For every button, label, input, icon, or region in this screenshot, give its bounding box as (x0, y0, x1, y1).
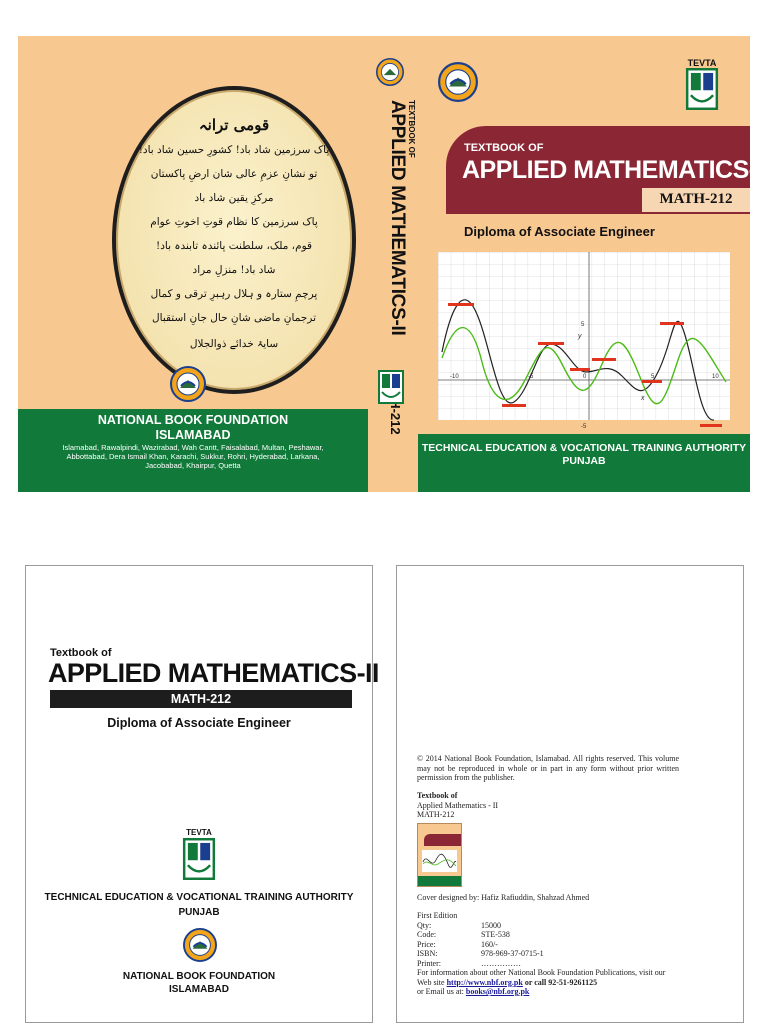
detail-value: 15000 (481, 920, 501, 930)
detail-key: ISBN: (417, 949, 438, 958)
anthem-line: پاک سرزمین شاد باد! کشورِ حسین شاد باد! (138, 144, 330, 156)
website-line (417, 978, 707, 988)
front-code: MATH-212 (659, 191, 733, 207)
graph-x-label: x (641, 395, 645, 402)
graph-tick-label: 0 (583, 374, 587, 380)
publisher-name-line2: ISLAMABAD (155, 428, 231, 442)
info-line: For information about other National Book Foundation Publications, visit our (417, 968, 666, 977)
graph-grid (438, 252, 730, 420)
email-line (417, 987, 707, 997)
thumbnail-green-band (418, 876, 461, 886)
edition-details (417, 911, 679, 968)
anthem-line: تو نشانِ عزمِ عالی شان ارضِ پاکستان (150, 168, 318, 180)
graph-marker (570, 368, 590, 371)
anthem-line: شاد باد! منزلِ مراد (192, 264, 276, 276)
nbf-logo-icon (376, 58, 404, 86)
detail-row (417, 921, 679, 931)
book-cover-spread (18, 36, 770, 492)
authority-name-line1: TECHNICAL EDUCATION & VOCATIONAL TRAINING AUTHORITY (421, 442, 747, 454)
front-small-label: TEXTBOOK OF (464, 142, 544, 154)
book-code: MATH-212 (417, 810, 455, 819)
tevta-logo-icon (378, 370, 404, 404)
anthem-line: پاک سرزمین کا نظام قوتِ اخوتِ عوام (150, 216, 318, 228)
title-page-diploma: Diploma of Associate Engineer (107, 716, 291, 730)
title-page-code-bar (50, 690, 352, 708)
graph-tick-label: -5 (528, 374, 534, 380)
cover-thumbnail (417, 823, 462, 887)
thumbnail-title-band (424, 834, 461, 846)
detail-key: Printer: (417, 958, 441, 968)
graph-marker (642, 380, 662, 383)
graph-marker (700, 424, 722, 427)
graph-marker (448, 303, 474, 306)
tevta-shield-icon (684, 68, 720, 110)
textbook-of-label: Textbook of (417, 791, 458, 800)
detail-key: Price: (417, 939, 436, 949)
thumbnail-graph-icon (422, 850, 457, 872)
publisher-name (18, 413, 368, 443)
book-spine (368, 36, 420, 492)
tevta-label: TEVTA (186, 828, 212, 837)
detail-row (417, 959, 679, 969)
spine-title-block (374, 100, 416, 490)
cover-function-graph (438, 252, 730, 430)
graph-marker (592, 358, 616, 361)
detail-row (417, 940, 679, 950)
title-page-title: APPLIED MATHEMATICS-II (48, 658, 379, 688)
graph-tick-label: 10 (712, 374, 719, 380)
email-link[interactable]: books@nbf.org.pk (465, 987, 530, 996)
nbf-logo-icon (170, 366, 206, 402)
front-title: APPLIED MATHEMATICS-II (462, 156, 770, 184)
title-page-small-label: Textbook of (50, 647, 112, 659)
national-anthem-oval (112, 86, 356, 394)
publisher-name-line1: NATIONAL BOOK FOUNDATION (97, 413, 289, 427)
front-diploma: Diploma of Associate Engineer (464, 224, 655, 239)
nbf-logo-icon (183, 928, 217, 962)
title-page (25, 565, 379, 1023)
anthem-line: ترجمانِ ماضی شانِ حال جانِ استقبال (152, 312, 316, 324)
nbf-logo-icon (438, 62, 478, 102)
title-page-authority (36, 890, 362, 920)
cover-designer: Cover designed by: Hafiz Rafiuddin, Shahzad Ahmed (417, 893, 590, 902)
detail-row (417, 930, 679, 940)
graph-y-label: y (578, 333, 582, 340)
graph-tick-label: -5 (581, 424, 587, 430)
imprint-page (396, 565, 744, 1023)
back-cover-publisher-band (18, 409, 368, 492)
graph-tick-label: 5 (581, 322, 585, 328)
spine-title: APPLIED MATHEMATICS-II (387, 100, 408, 336)
website-prefix: Web site (417, 977, 445, 987)
tevta-logo (678, 58, 726, 110)
tevta-shield-icon (182, 838, 216, 880)
title-page-code: MATH-212 (170, 692, 232, 706)
detail-value: 978-969-37-0715-1 (481, 949, 544, 958)
website-link[interactable]: http://www.nbf.org.pk (446, 977, 523, 987)
anthem-line: سایۂ خدائے ذوالجلال (189, 338, 279, 350)
book-title: Applied Mathematics - II (417, 800, 499, 810)
detail-row (417, 949, 679, 959)
anthem-title: قومی ترانہ (198, 116, 270, 134)
spine-small-label: TEXTBOOK OF (407, 100, 416, 158)
tevta-logo (175, 828, 223, 882)
detail-value: STE-538 (481, 930, 510, 939)
phone-text: or call 92-51-9261125 (524, 977, 598, 987)
detail-value: …………… (481, 958, 521, 968)
publisher-name-line1: NATIONAL BOOK FOUNDATION (122, 971, 276, 982)
book-identification (417, 791, 679, 820)
graph-marker (538, 342, 564, 345)
front-cover-authority-band (418, 434, 750, 492)
edition-label: First Edition (417, 911, 458, 920)
anthem-line: قوم، ملک، سلطنت پائندہ تابندہ باد! (155, 240, 313, 252)
copyright-notice: © 2014 National Book Foundation, Islamabad. All rights reserved. This volume may not be reproduced in whole or in part in any form without prior written permission from the publisher. (417, 754, 679, 782)
authority-name (418, 442, 750, 468)
anthem-line: مرکزِ یقین شاد باد (194, 192, 274, 204)
detail-key: Qty: (417, 920, 432, 930)
graph-tick-label: -10 (450, 374, 459, 380)
authority-name-line2: PUNJAB (562, 455, 606, 467)
graph-marker (502, 404, 526, 407)
front-code-box (642, 188, 750, 212)
tevta-label: TEVTA (687, 58, 717, 68)
anthem-line: پرچمِ ستارہ و ہلال رہبرِ ترقی و کمال (150, 288, 318, 300)
email-prefix: or Email us at: (417, 987, 464, 996)
authority-name-line2: PUNJAB (178, 907, 220, 918)
publisher-contact (417, 968, 707, 997)
authority-name-line1: TECHNICAL EDUCATION & VOCATIONAL TRAINING AUTHORITY (44, 892, 354, 903)
publisher-name-line2: ISLAMABAD (169, 984, 229, 995)
graph-tick-label: 5 (651, 374, 655, 380)
publisher-cities: Islamabad, Rawalpindi, Wazirabad, Wah Cantt, Faisalabad, Multan, Peshawar, Abbottabad, Dera Ismail Khan, Karachi, Sukkur, Rohri, Hyderabad, Larkana, Jacobabad, Khairpur, Quetta (62, 443, 324, 470)
title-page-publisher (26, 970, 372, 996)
graph-marker (660, 322, 684, 325)
detail-value: 160/- (481, 939, 498, 949)
detail-key: Code: (417, 930, 437, 939)
thumbnail-graph (422, 850, 457, 872)
